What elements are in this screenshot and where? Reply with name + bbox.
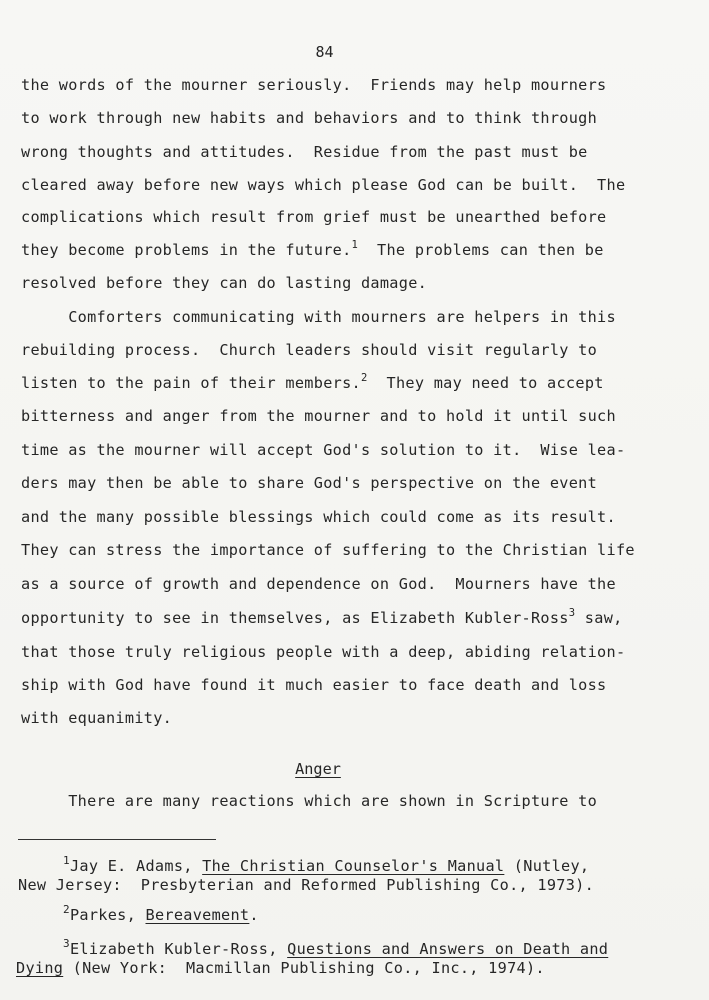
- footnote-number: 1: [63, 854, 70, 867]
- footnote-title: Bereavement: [145, 906, 250, 924]
- footnote-divider: [18, 839, 216, 840]
- body-line: They can stress the importance of suffering to the Christian life: [21, 541, 635, 559]
- footnote-title: The Christian Counselor's Manual: [202, 857, 505, 875]
- footnote-number: 3: [63, 937, 70, 950]
- section-heading: Anger: [295, 760, 341, 778]
- body-text: they become problems in the future.: [21, 241, 352, 259]
- footnote-number: 2: [63, 903, 70, 916]
- page-number: 84: [315, 43, 334, 61]
- footnote-3: [63, 937, 609, 958]
- body-text: listen to the pain of their members.: [21, 374, 361, 392]
- footnote-text: (New York: Macmillan Publishing Co., Inc., 1974).: [63, 959, 545, 977]
- footnote-2: [63, 903, 259, 924]
- body-line: and the many possible blessings which could come as its result.: [21, 508, 616, 526]
- body-text: opportunity to see in themselves, as Elizabeth Kubler-Ross: [21, 609, 569, 627]
- body-line: Comforters communicating with mourners are helpers in this: [21, 308, 616, 326]
- body-line-with-footnote-ref: [21, 607, 623, 627]
- footnote-ref-1: 1: [351, 239, 359, 251]
- body-line: as a source of growth and dependence on God. Mourners have the: [21, 575, 616, 593]
- footnote-text: Elizabeth Kubler-Ross,: [69, 940, 288, 958]
- body-line: cleared away before new ways which please God can be built. The: [21, 176, 626, 194]
- body-line: time as the mourner will accept God's solution to it. Wise lea-: [21, 441, 626, 459]
- body-line: with equanimity.: [21, 709, 173, 727]
- body-line-with-footnote-ref: [21, 372, 604, 392]
- footnote-text: Jay E. Adams,: [69, 857, 203, 875]
- body-text: saw,: [575, 609, 623, 627]
- body-line: rebuilding process. Church leaders should visit regularly to: [21, 341, 598, 359]
- body-text: They may need to accept: [367, 374, 604, 392]
- body-line: bitterness and anger from the mourner and to hold it until such: [21, 407, 616, 425]
- body-line: wrong thoughts and attitudes. Residue from the past must be: [21, 143, 588, 161]
- footnote-ref-2: 2: [360, 372, 368, 384]
- body-line: ders may then be able to share God's perspective on the event: [21, 474, 598, 492]
- body-line: resolved before they can do lasting damage.: [21, 274, 428, 292]
- body-line: the words of the mourner seriously. Friends may help mourners: [21, 76, 607, 94]
- footnote-title: Questions and Answers on Death and: [287, 940, 609, 958]
- footnote-text: .: [249, 906, 259, 924]
- footnote-1: [63, 854, 590, 875]
- body-line: complications which result from grief must be unearthed before: [21, 208, 607, 226]
- footnote-text: Parkes,: [69, 906, 146, 924]
- body-line: There are many reactions which are shown in Scripture to: [21, 792, 598, 810]
- body-line: that those truly religious people with a deep, abiding relation-: [21, 643, 626, 661]
- body-text: The problems can then be: [358, 241, 604, 259]
- footnote-3-continued: [16, 959, 545, 977]
- footnote-1-continued: New Jersey: Presbyterian and Reformed Publishing Co., 1973).: [18, 876, 595, 894]
- footnote-text: (Nutley,: [504, 857, 590, 875]
- footnote-ref-3: 3: [568, 607, 576, 619]
- body-line: to work through new habits and behaviors and to think through: [21, 109, 598, 127]
- body-line-with-footnote-ref: [21, 239, 604, 259]
- body-line: ship with God have found it much easier to face death and loss: [21, 676, 607, 694]
- footnote-title: Dying: [16, 959, 64, 977]
